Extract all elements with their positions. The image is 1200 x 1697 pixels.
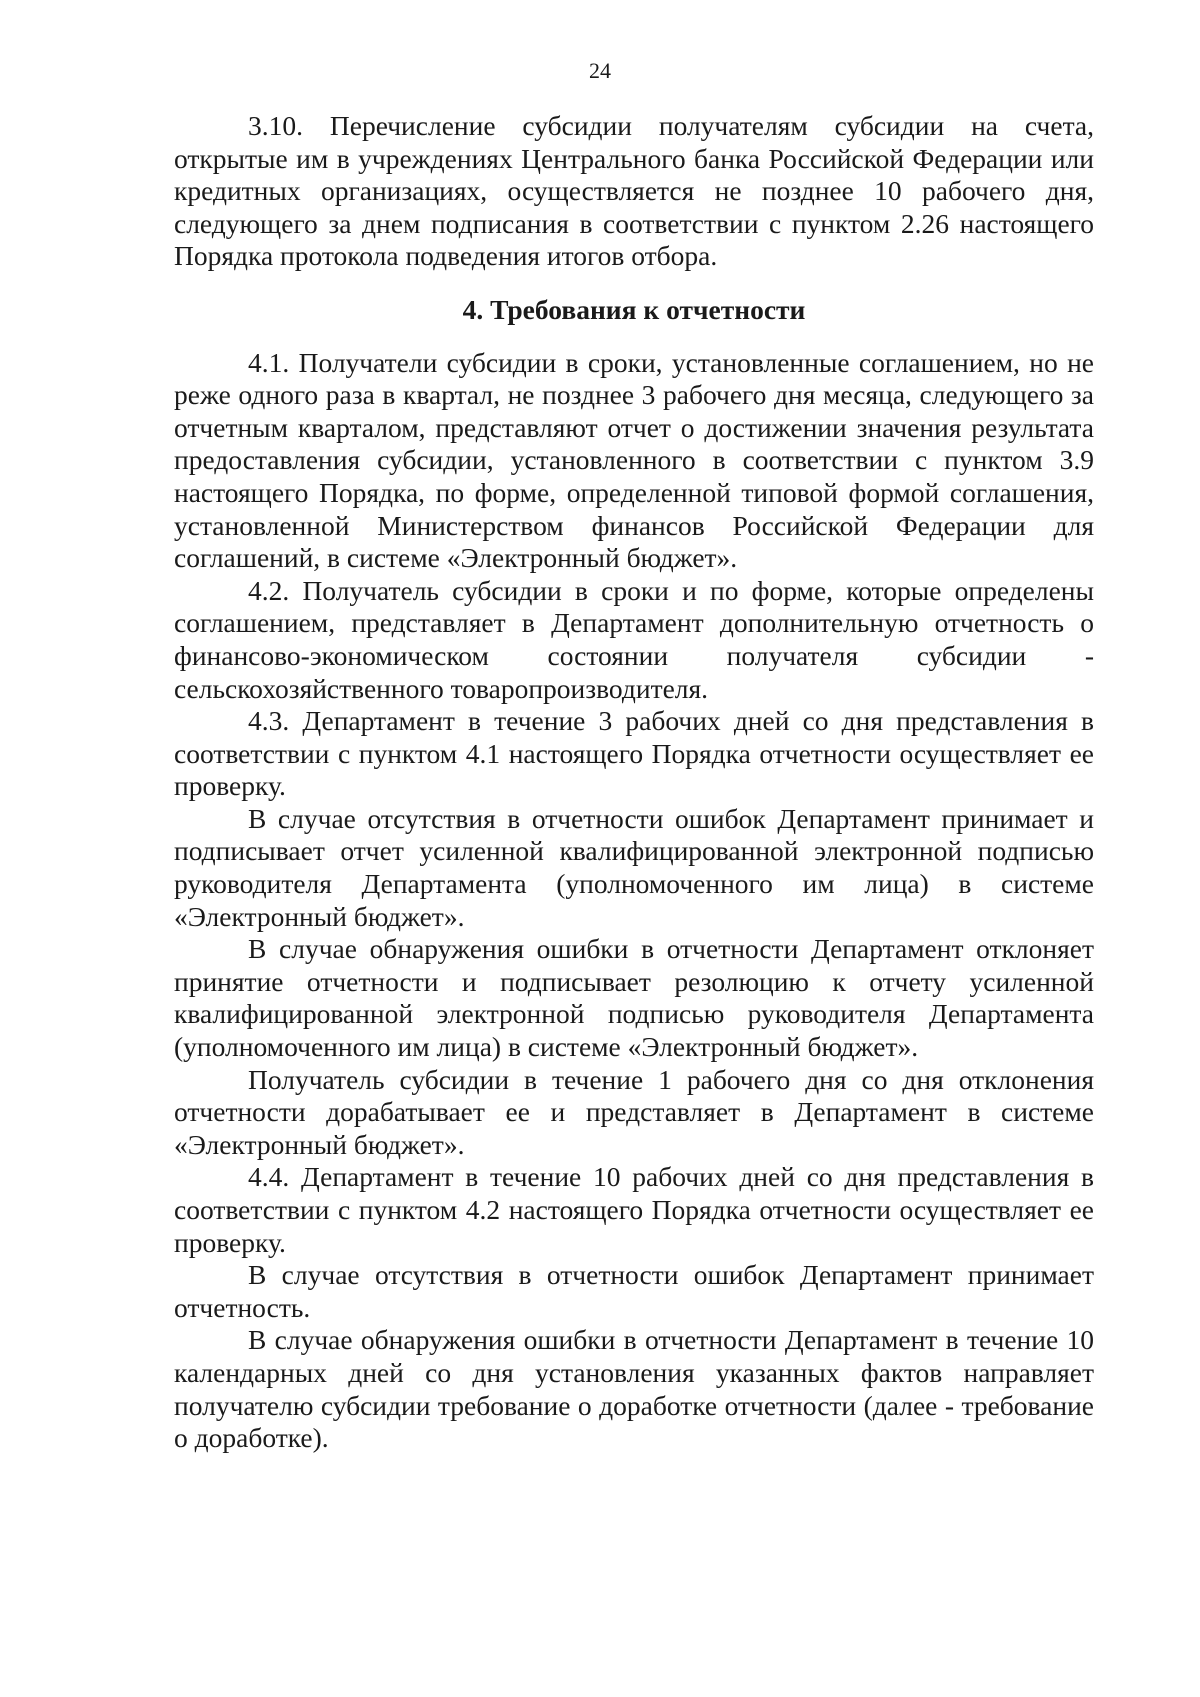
section-heading: 4. Требования к отчетности (462, 293, 806, 325)
document-body (174, 110, 1094, 1455)
paragraph-4-4-reject: В случае обнаружения ошибки в отчетности Департамент в течение 10 календарных дней со дня установления указанных фактов направляет получателю субсидии требование о доработке отчетности (далее - требование о доработке). (174, 1324, 1094, 1454)
paragraph-4-3-resubmit: Получатель субсидии в течение 1 рабочего дня со дня отклонения отчетности дорабатывает ее и представляет в Департамент в системе «Электронный бюджет». (174, 1063, 1094, 1160)
paragraph-3-10: 3.10. Перечисление субсидии получателям субсидии на счета, открытые им в учреждениях Центрального банка Российской Федерации или кредитных организациях, осуществляется не позднее 10 рабочего дня, следующего за днем подписания в соответствии с пунктом 2.26 настоящего Порядка протокола подведения итогов отбора. (174, 110, 1094, 272)
paragraph-4-3-reject: В случае обнаружения ошибки в отчетности Департамент отклоняет принятие отчетности и подписывает резолюцию к отчету усиленной квалифицированной электронной подписью руководителя Департамента (уполномоченного им лица) в системе «Электронный бюджет». (174, 933, 1094, 1063)
page-number: 24 (589, 58, 611, 83)
paragraph-4-4-accept: В случае отсутствия в отчетности ошибок Департамент принимает отчетность. (174, 1259, 1094, 1323)
paragraph-4-3-accept: В случае отсутствия в отчетности ошибок Департамент принимает и подписывает отчет усиленной квалифицированной электронной подписью руководителя Департамента (уполномоченного им лица) в системе «Электронный бюджет». (174, 802, 1094, 932)
paragraph-4-2: 4.2. Получатель субсидии в сроки и по форме, которые определены соглашением, представляет в Департамент дополнительную отчетность о финансово-экономическом состоянии получателя субсидии - сельскохозяйственного товаропроизводителя. (174, 574, 1094, 704)
paragraph-4-3: 4.3. Департамент в течение 3 рабочих дней со дня представления в соответствии с пунктом 4.1 настоящего Порядка отчетности осуществляет ее проверку. (174, 705, 1094, 802)
paragraph-4-4: 4.4. Департамент в течение 10 рабочих дней со дня представления в соответствии с пунктом 4.2 настоящего Порядка отчетности осуществляет ее проверку. (174, 1161, 1094, 1258)
paragraph-4-1: 4.1. Получатели субсидии в сроки, установленные соглашением, но не реже одного раза в квартал, не позднее 3 рабочего дня месяца, следующего за отчетным кварталом, представляют отчет о достижении значения результата предоставления субсидии, установленного в соответствии с пунктом 3.9 настоящего Порядка, по форме, определенной типовой формой соглашения, установленной Министерством финансов Российской Федерации для соглашений, в системе «Электронный бюджет». (174, 346, 1094, 574)
